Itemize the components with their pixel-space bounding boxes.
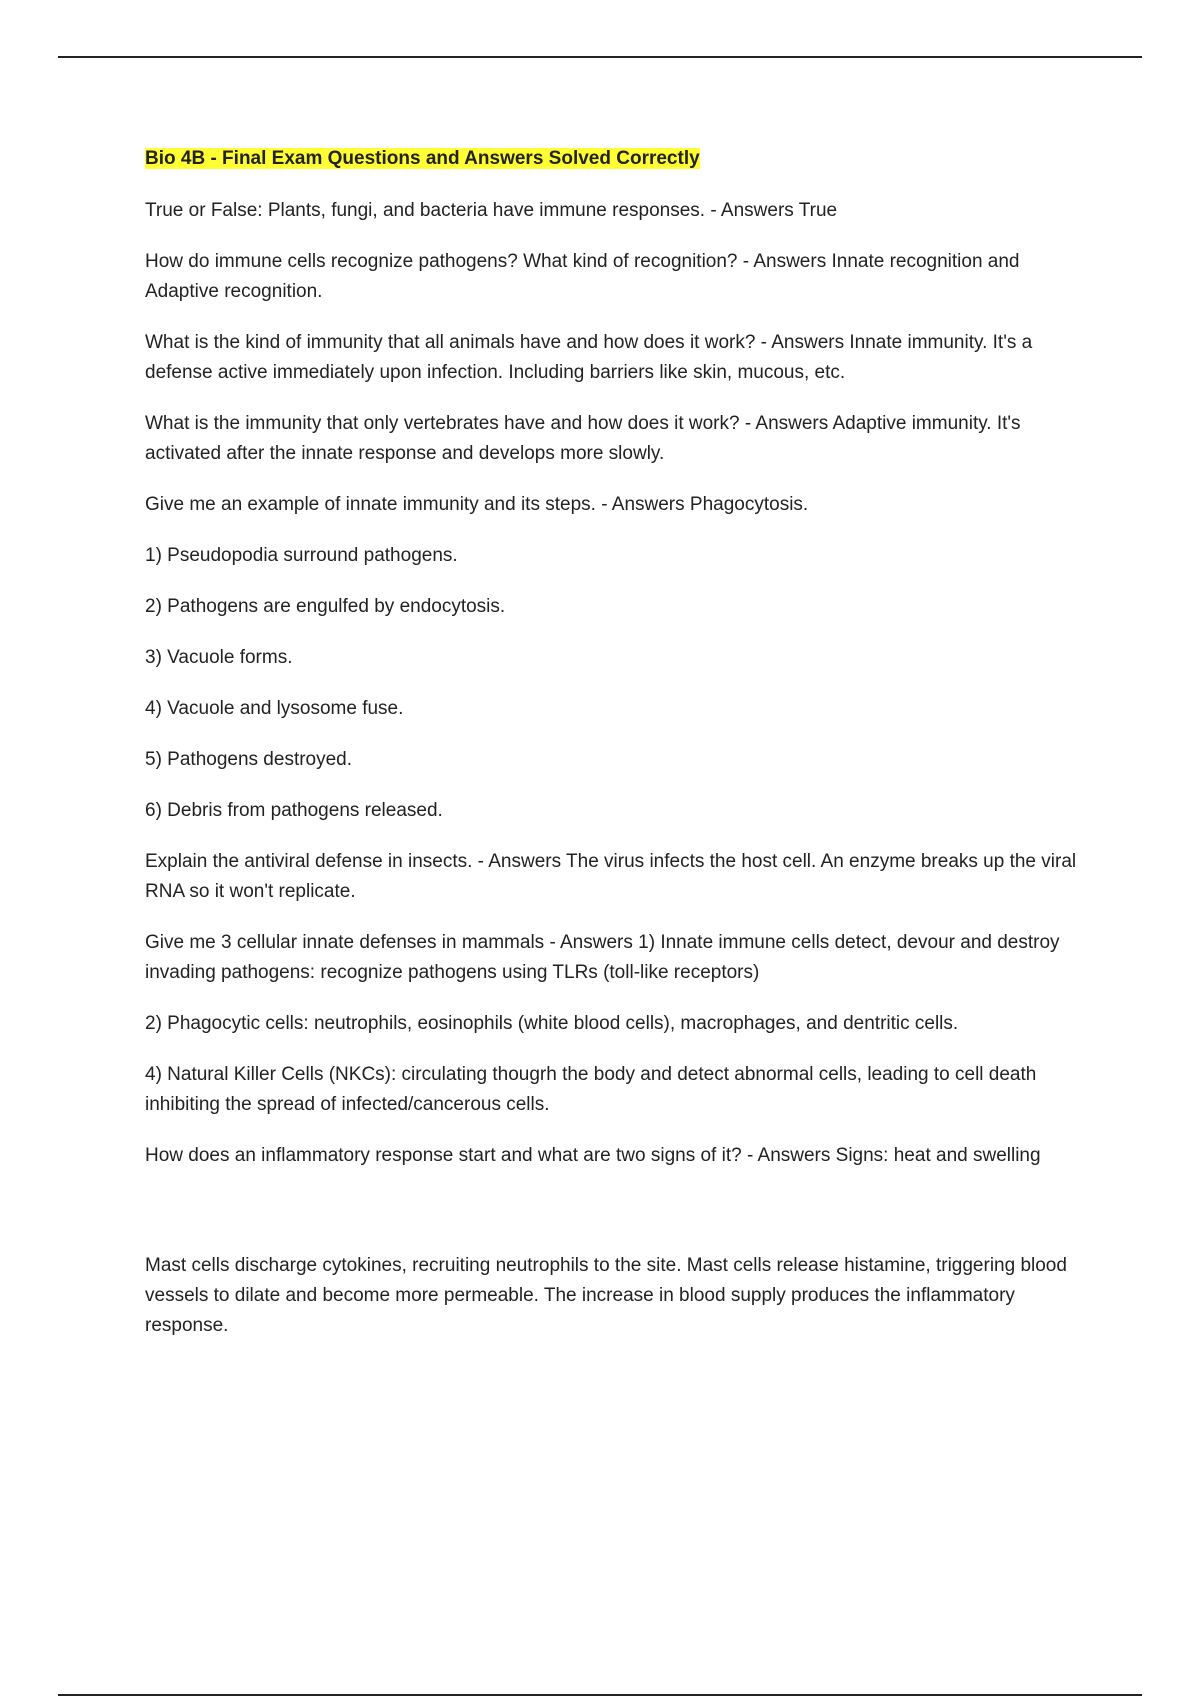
header-rule bbox=[58, 56, 1142, 58]
qa-paragraph: Explain the antiviral defense in insects. - Answers The virus infects the host cell. An enzyme breaks up the viral RNA so it won't replicate. bbox=[145, 851, 1077, 902]
list-step: 3) Vacuole forms. bbox=[145, 647, 293, 668]
list-step: 4) Natural Killer Cells (NKCs): circulating thougrh the body and detect abnormal cells, leading to cell death inhibiting the spread of infected/cancerous cells. bbox=[145, 1064, 1037, 1115]
document-body bbox=[145, 144, 1090, 1362]
list-step: 1) Pseudopodia surround pathogens. bbox=[145, 545, 458, 566]
list-step: 2) Phagocytic cells: neutrophils, eosinophils (white blood cells), macrophages, and dentritic cells. bbox=[145, 1013, 959, 1034]
answer-paragraph: Mast cells discharge cytokines, recruiting neutrophils to the site. Mast cells release histamine, triggering blood vessels to dilate and become more permeable. The increase in blood supply produces the inflammatory response. bbox=[145, 1255, 1067, 1336]
qa-paragraph: What is the kind of immunity that all animals have and how does it work? - Answers Innate immunity. It's a defense active immediately upon infection. Including barriers like skin, mucous, etc. bbox=[145, 332, 1033, 383]
list-step: 5) Pathogens destroyed. bbox=[145, 749, 353, 770]
qa-paragraph: What is the immunity that only vertebrates have and how does it work? - Answers Adaptive immunity. It's activated after the innate response and develops more slowly. bbox=[145, 413, 1021, 464]
list-step: 6) Debris from pathogens released. bbox=[145, 800, 443, 821]
footer-rule bbox=[58, 1694, 1142, 1696]
qa-paragraph: Give me an example of innate immunity and its steps. - Answers Phagocytosis. bbox=[145, 494, 809, 515]
qa-paragraph: Give me 3 cellular innate defenses in mammals - Answers 1) Innate immune cells detect, devour and destroy invading pathogens: recognize pathogens using TLRs (toll-like receptors) bbox=[145, 932, 1060, 983]
list-step: 4) Vacuole and lysosome fuse. bbox=[145, 698, 404, 719]
list-step: 2) Pathogens are engulfed by endocytosis. bbox=[145, 596, 506, 617]
qa-paragraph: True or False: Plants, fungi, and bacteria have immune responses. - Answers True bbox=[145, 200, 838, 221]
title-highlight: Bio 4B - Final Exam Questions and Answers Solved Correctly bbox=[145, 148, 700, 169]
qa-paragraph: How do immune cells recognize pathogens? What kind of recognition? - Answers Innate recognition and Adaptive recognition. bbox=[145, 251, 1020, 302]
document-title bbox=[145, 144, 1090, 174]
qa-paragraph: How does an inflammatory response start and what are two signs of it? - Answers Signs: heat and swelling bbox=[145, 1145, 1041, 1166]
